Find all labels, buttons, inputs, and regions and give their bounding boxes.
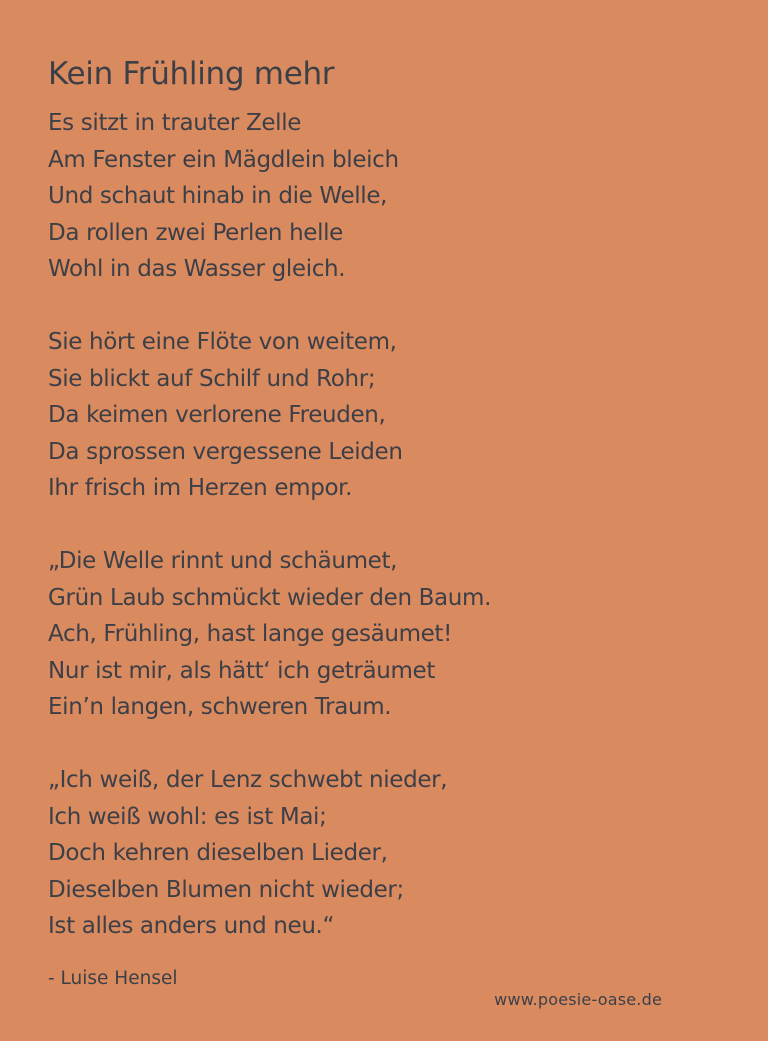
stanza-3 [48,543,491,726]
poem-line: Dieselben Blumen nicht wieder; [48,876,404,903]
poem-title: Kein Frühling mehr [48,56,335,92]
poem-line: Nur ist mir, als hätt‘ ich geträumet [48,657,436,684]
poem-line: Ist alles anders und neu.“ [48,913,335,939]
website-credit: www.poesie-oase.de [494,990,662,1009]
poem-line: Und schaut hinab in die Welle, [48,183,388,209]
poem-line: „Die Welle rinnt und schäumet, [48,548,398,574]
poem-line: Da sprossen vergessene Leiden [48,438,403,465]
poem-line: Grün Laub schmückt wieder den Baum. [48,584,492,611]
stanza-4 [48,762,447,945]
stanza-2 [48,324,403,507]
poem-line: Sie hört eine Flöte von weitem, [48,329,397,355]
poem-line: Ein’n langen, schweren Traum. [48,694,392,720]
poem-line: Am Fenster ein Mägdlein bleich [48,146,399,173]
poem-line: Es sitzt in trauter Zelle [48,110,302,136]
stanza-1 [48,105,399,288]
poem-line: Ich weiß wohl: es ist Mai; [48,803,327,830]
poem-line: Ihr frisch im Herzen empor. [48,475,353,501]
poem-line: Doch kehren dieselben Lieder, [48,840,388,866]
poem-author: - Luise Hensel [48,968,178,989]
poem-line: Ach, Frühling, hast lange gesäumet! [48,621,452,647]
poem-line: Da keimen verlorene Freuden, [48,402,386,428]
poem-line: Wohl in das Wasser gleich. [48,256,346,282]
poem-line: Da rollen zwei Perlen helle [48,219,343,246]
poem-line: Sie blickt auf Schilf und Rohr; [48,365,376,392]
poem-line: „Ich weiß, der Lenz schwebt nieder, [48,767,448,793]
